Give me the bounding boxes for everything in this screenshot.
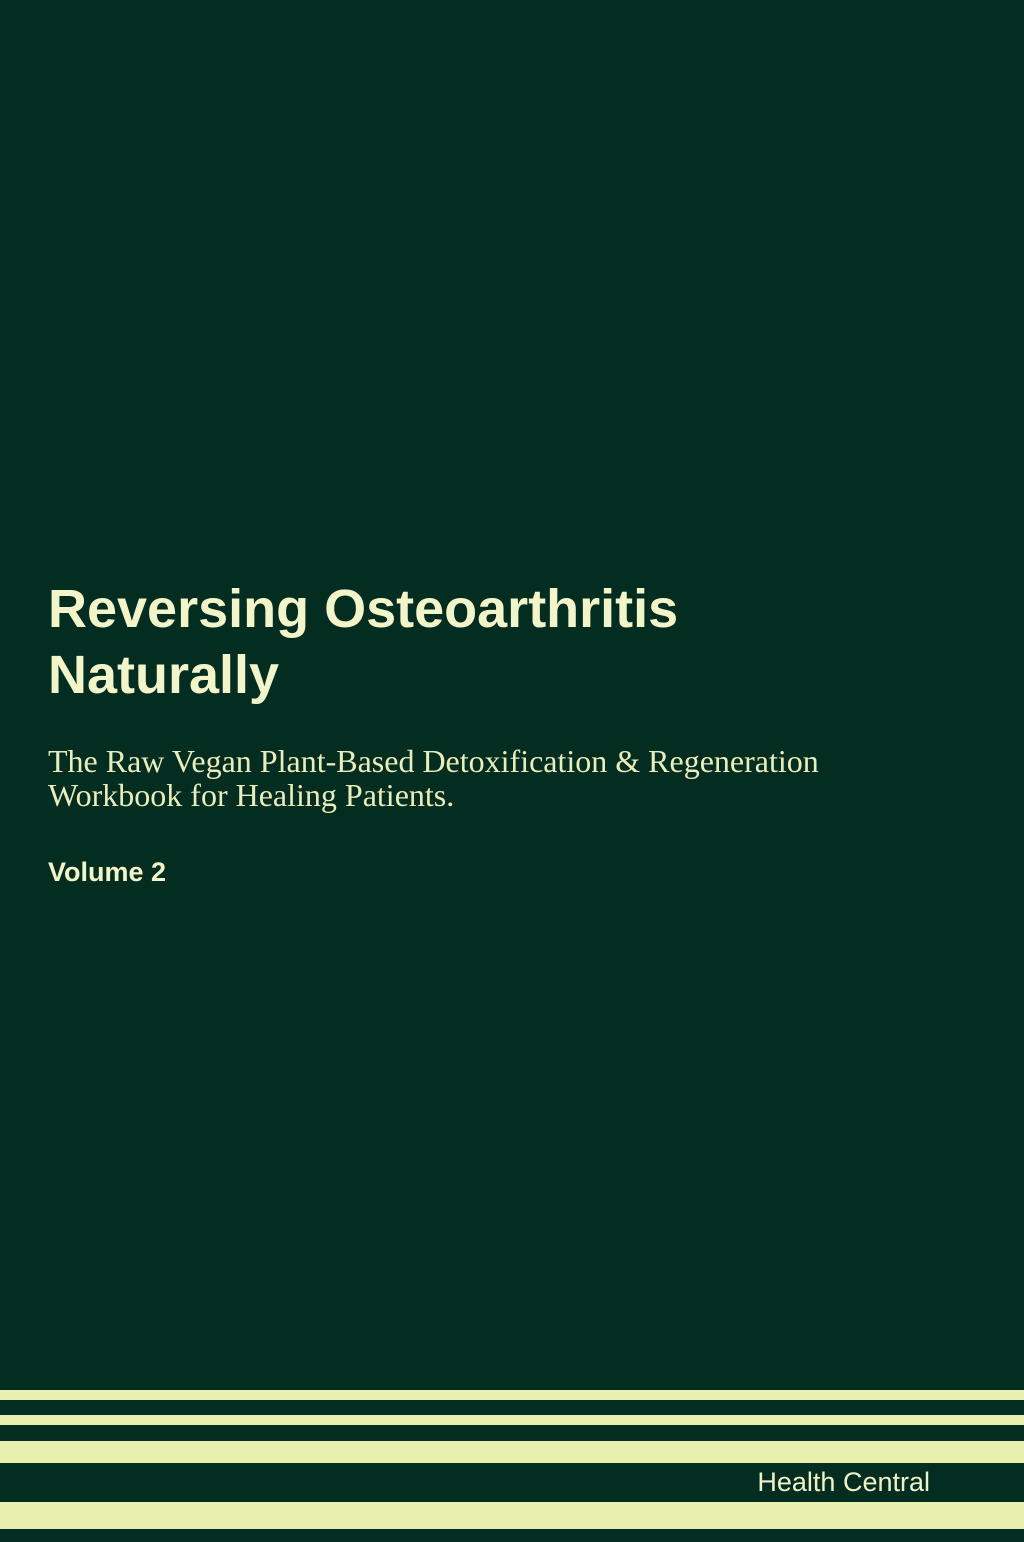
footer-stripe-thin-2 xyxy=(0,1415,1024,1425)
footer-stripe-medium xyxy=(0,1441,1024,1463)
book-title: Reversing Osteoarthritis Naturally xyxy=(48,579,679,705)
publisher-name: Health Central xyxy=(757,1467,930,1497)
publisher-band xyxy=(0,1463,1024,1502)
footer-stripe-bottom xyxy=(0,1502,1024,1529)
book-subtitle: The Raw Vegan Plant-Based Detoxification & Regeneration Workbook for Healing Patients. xyxy=(48,743,819,813)
volume-label: Volume 2 xyxy=(48,857,167,887)
footer-stripe-thin-1 xyxy=(0,1390,1024,1400)
